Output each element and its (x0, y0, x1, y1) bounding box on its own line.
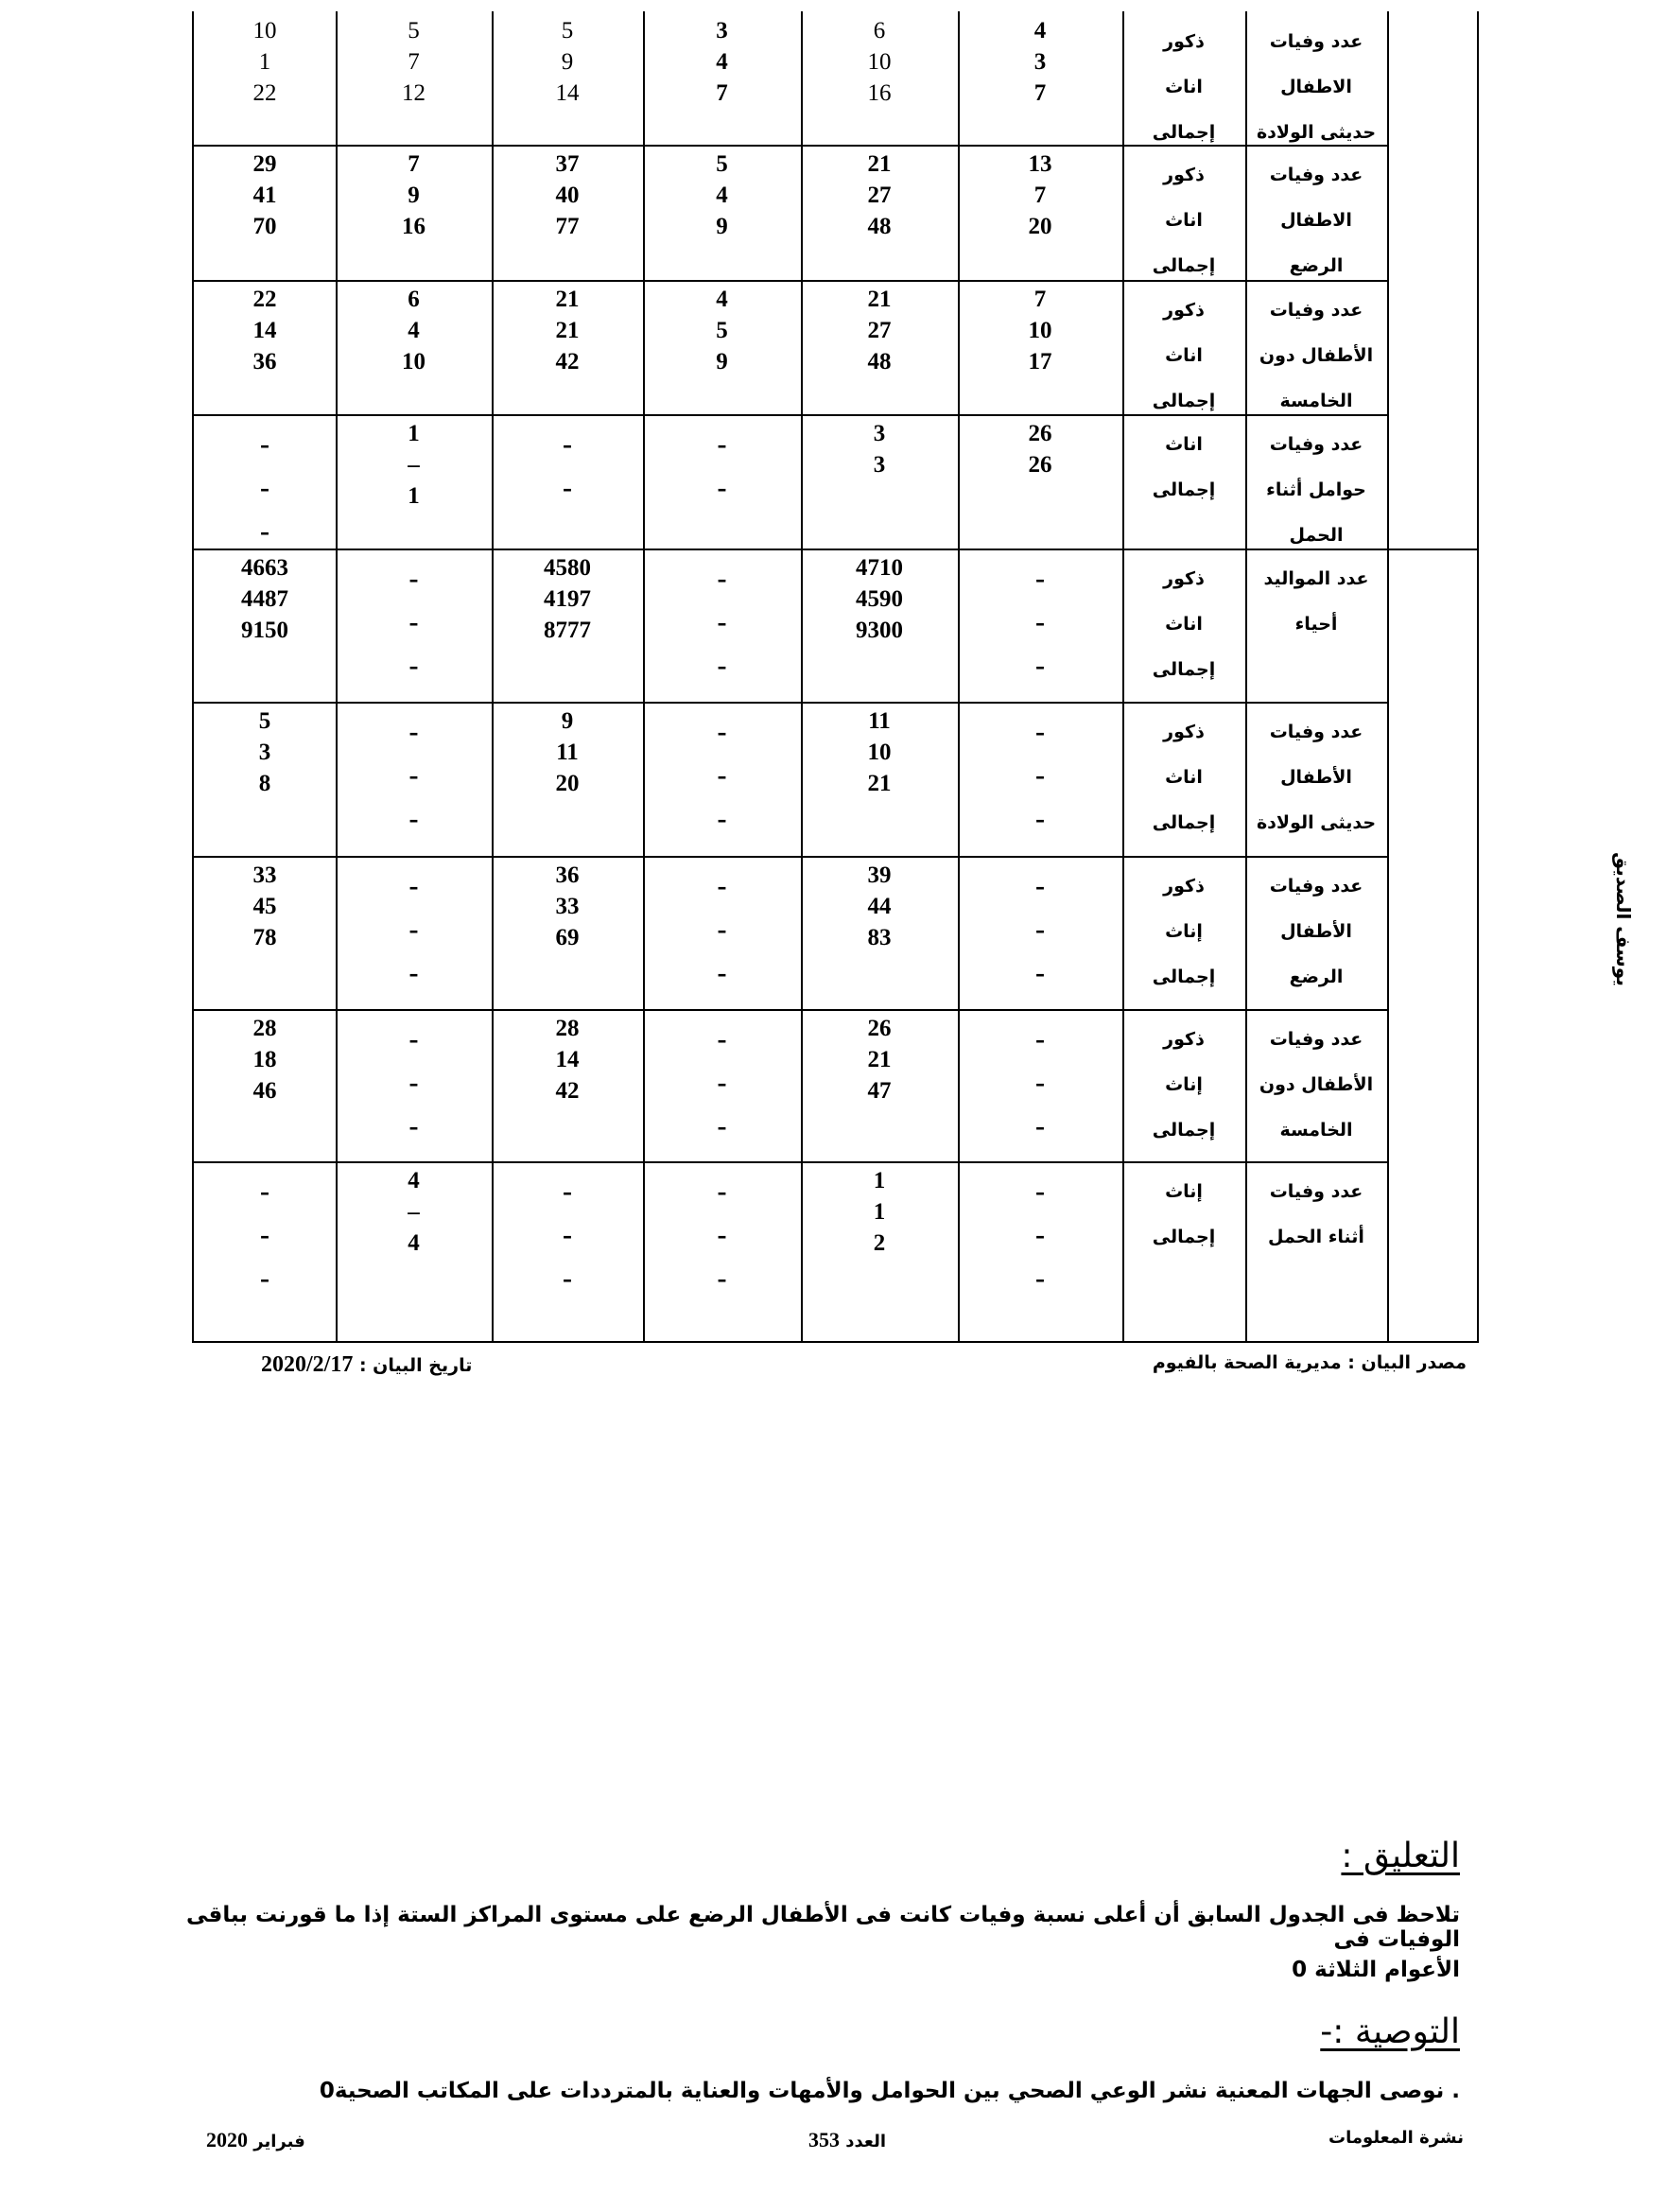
cell-values: 6 10 16 (867, 18, 892, 106)
comment-line-1: تلاحظ فى الجدول السابق أن أعلى نسبة وفيات كانت فى الأطفال الرضع على مستوى المراكز الستة إذا ما قورنت بباقى الوفيات فى (185, 1903, 1460, 1952)
cell-values: – – – (408, 876, 419, 985)
gender-labels: اناث إجمالى (1152, 434, 1216, 500)
indicator-cell (1245, 702, 1387, 856)
gender-labels: ذكور اناث إجمالى (1152, 165, 1216, 276)
table-cell (194, 145, 336, 280)
footer-year: 2020 (206, 2128, 248, 2151)
table-row (194, 549, 1477, 702)
gender-labels: إناث إجمالى (1152, 1181, 1216, 1247)
table-row (194, 280, 1477, 414)
indicator-cell (1245, 856, 1387, 1009)
comment-line-2: الأعوام الثلاثة 0 (1292, 1958, 1460, 1982)
gender-cell (1122, 1009, 1245, 1161)
table-cell (958, 549, 1122, 702)
cell-values: 5 7 12 (402, 18, 425, 106)
table-cell (801, 11, 958, 145)
cell-values: 7 9 16 (402, 151, 425, 239)
cell-values: – – (563, 434, 572, 500)
cell-values: 4710 4590 9300 (856, 555, 903, 643)
cell-values: 36 33 69 (555, 862, 580, 950)
gender-labels: ذكور إناث إجمالى (1152, 876, 1216, 987)
cell-values: 5 4 9 (716, 151, 728, 239)
table-cell (194, 1161, 336, 1341)
gender-labels: ذكور اناث إجمالى (1152, 722, 1216, 833)
table-cell (492, 1161, 643, 1341)
cell-values: 7 10 17 (1028, 287, 1052, 374)
indicator-label: عدد وفيات الأطفال حديثى الولادة (1256, 722, 1377, 833)
gender-cell (1122, 11, 1245, 145)
cell-values: 28 18 46 (252, 1016, 277, 1104)
cell-values: – – – (408, 568, 419, 678)
cell-values: – – (717, 434, 727, 500)
cell-values: – – – (1035, 568, 1045, 678)
gender-cell (1122, 1161, 1245, 1341)
footer-issue-label: العدد (845, 2132, 887, 2151)
cell-values: 26 26 (1028, 421, 1052, 478)
table-cell (801, 145, 958, 280)
cell-values: 29 41 70 (252, 151, 277, 239)
indicator-label: عدد وفيات الأطفال دون الخامسة (1259, 300, 1374, 411)
indicator-cell (1245, 1009, 1387, 1161)
table-cell (801, 702, 958, 856)
comment-heading: التعليق : (1341, 1837, 1460, 1875)
indicator-cell (1245, 11, 1387, 145)
table-cell (958, 414, 1122, 549)
cell-values: 11 10 21 (867, 708, 892, 796)
table-row (194, 1161, 1477, 1341)
footer-publication: نشرة المعلومات (1328, 2128, 1464, 2148)
cell-values: 21 27 48 (867, 287, 892, 374)
cell-values: 3 4 7 (716, 18, 728, 106)
cell-values: – – – (717, 876, 727, 985)
gender-cell (1122, 414, 1245, 549)
table-cell (643, 1009, 801, 1161)
table-cell (194, 11, 336, 145)
indicator-label: عدد وفيات أثناء الحمل (1268, 1181, 1364, 1247)
data-date-value: 2020/2/17 (261, 1352, 354, 1377)
table-cell (801, 1009, 958, 1161)
gender-cell (1122, 856, 1245, 1009)
table-cell (643, 280, 801, 414)
indicator-label: عدد وفيات حوامل أثناء الحمل (1266, 434, 1366, 546)
cell-values: 4580 4197 8777 (544, 555, 591, 643)
table-row (194, 702, 1477, 856)
indicator-cell (1245, 145, 1387, 280)
indicator-cell (1245, 1161, 1387, 1341)
table-cell (958, 145, 1122, 280)
indicator-label: عدد وفيات الأطفال الرضع (1269, 876, 1363, 987)
table-cell (643, 145, 801, 280)
cell-values: – – – (717, 1181, 727, 1291)
table-cell (336, 280, 492, 414)
recommendation-line-1: . نوصى الجهات المعنية نشر الوعي الصحي بين الحوامل والأمهات والعناية بالمترددات على المكاتب الصحية0 (319, 2079, 1460, 2103)
indicator-cell (1245, 549, 1387, 702)
table-cell (194, 856, 336, 1009)
table-cell (194, 549, 336, 702)
cell-values: – – – (408, 722, 419, 831)
cell-values: – – – (1035, 1181, 1045, 1291)
cell-values: 5 9 14 (555, 18, 580, 106)
table-cell (492, 145, 643, 280)
indicator-label: عدد وفيات الاطفال الرضع (1269, 165, 1363, 276)
table-cell (643, 702, 801, 856)
table-cell (958, 1009, 1122, 1161)
table-cell (492, 856, 643, 1009)
recommendation-heading: التوصية :- (1320, 2012, 1460, 2051)
table-cell (194, 702, 336, 856)
cell-values: 4 – 4 (408, 1168, 420, 1256)
indicator-label: عدد وفيات الاطفال حديثى الولادة (1256, 31, 1377, 143)
cell-values: 4 5 9 (716, 287, 728, 374)
cell-values: – – – (1035, 876, 1045, 985)
cell-values: 10 1 22 (252, 18, 277, 106)
table-row (194, 1009, 1477, 1161)
table-cell (643, 549, 801, 702)
data-source: مصدر البيان : مديرية الصحة بالفيوم (1152, 1352, 1467, 1373)
table-cell (801, 549, 958, 702)
table-cell (643, 414, 801, 549)
table-cell (492, 11, 643, 145)
table-cell (492, 702, 643, 856)
table-row (194, 11, 1477, 145)
table-cell (801, 856, 958, 1009)
table-cell (194, 414, 336, 549)
table-cell (336, 549, 492, 702)
cell-values: 22 14 36 (252, 287, 277, 374)
indicator-cell (1245, 414, 1387, 549)
table-cell (958, 11, 1122, 145)
gender-labels: ذكور اناث إجمالى (1152, 300, 1216, 411)
cell-values: 33 45 78 (252, 862, 277, 950)
cell-values: 39 44 83 (867, 862, 892, 950)
table-cell (958, 702, 1122, 856)
cell-values: 5 3 8 (258, 708, 271, 796)
table-cell (492, 549, 643, 702)
table-cell (336, 1161, 492, 1341)
cell-values: – – – (717, 722, 727, 831)
cell-values: – – – (408, 1029, 419, 1139)
cell-values: 28 14 42 (555, 1016, 580, 1104)
cell-values: – – – (717, 1029, 727, 1139)
table-cell (194, 280, 336, 414)
table-cell (336, 1009, 492, 1161)
table-cell (801, 414, 958, 549)
table-row (194, 145, 1477, 280)
table-cell (336, 856, 492, 1009)
table-cell (336, 414, 492, 549)
data-date (261, 1352, 472, 1378)
table-cell (801, 280, 958, 414)
footer-issue-number: 353 (808, 2128, 840, 2151)
cell-values: 3 3 (873, 421, 886, 478)
table-row (194, 414, 1477, 549)
table-cell (643, 856, 801, 1009)
cell-values: 9 11 20 (555, 708, 580, 796)
gender-labels: ذكور اناث إجمالى (1152, 31, 1216, 143)
cell-values: 1 1 2 (873, 1168, 886, 1256)
table-cell (336, 702, 492, 856)
table-cell (958, 280, 1122, 414)
cell-values: 6 4 10 (402, 287, 425, 374)
cell-values: – – – (1035, 722, 1045, 831)
cell-values: – – – (717, 568, 727, 678)
table-cell (336, 11, 492, 145)
cell-values: – – – (563, 1181, 572, 1291)
cell-values: – – – (260, 1181, 269, 1291)
cell-values: 21 21 42 (555, 287, 580, 374)
cell-values: 4 3 7 (1033, 18, 1047, 106)
table-cell (194, 1009, 336, 1161)
statistics-table (192, 11, 1635, 1343)
gender-cell (1122, 702, 1245, 856)
table-cell (492, 1009, 643, 1161)
data-date-label: تاريخ البيان : (358, 1355, 473, 1376)
gender-cell (1122, 549, 1245, 702)
gender-cell (1122, 280, 1245, 414)
cell-values: 4663 4487 9150 (241, 555, 288, 643)
table-cell (643, 11, 801, 145)
cell-values: 37 40 77 (555, 151, 580, 239)
table-cell (958, 1161, 1122, 1341)
table-cell (492, 414, 643, 549)
cell-values: 26 21 47 (867, 1016, 892, 1104)
table-row (194, 856, 1477, 1009)
center-name-cell (1579, 825, 1667, 1014)
indicator-cell (1245, 280, 1387, 414)
indicator-label: عدد المواليد أحياء (1263, 568, 1369, 635)
footer-month: فبراير (253, 2132, 305, 2151)
table-cell (801, 1161, 958, 1341)
gender-cell (1122, 145, 1245, 280)
center-name: يوسف الصديق (1611, 852, 1635, 986)
table-cell (643, 1161, 801, 1341)
cell-values: – – – (260, 434, 269, 544)
cell-values: – – – (1035, 1029, 1045, 1139)
table-cell (492, 280, 643, 414)
gender-labels: ذكور إناث إجمالى (1152, 1029, 1216, 1141)
table-cell (958, 856, 1122, 1009)
table-cell (336, 145, 492, 280)
indicator-label: عدد وفيات الأطفال دون الخامسة (1259, 1029, 1374, 1141)
cell-values: 1 – 1 (408, 421, 420, 509)
cell-values: 13 7 20 (1028, 151, 1052, 239)
footer-issue (808, 2128, 886, 2152)
footer-date (206, 2128, 305, 2152)
gender-labels: ذكور اناث إجمالى (1152, 568, 1216, 680)
cell-values: 21 27 48 (867, 151, 892, 239)
